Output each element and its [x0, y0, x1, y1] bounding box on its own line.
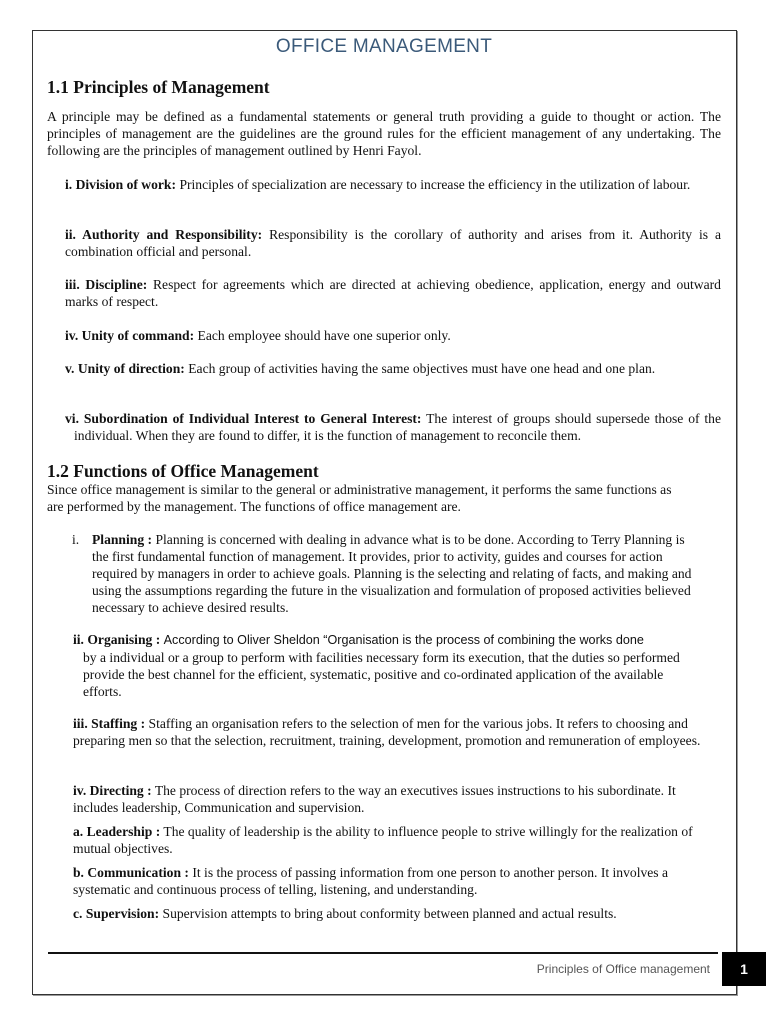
- footer-label: Principles of Office management: [536, 962, 710, 976]
- function-text: Staffing an organisation refers to the selection of men for the various jobs. It refers to choosing and preparing men so that the selection, recruitment, training, development, promotion and remuneration of employees.: [73, 716, 701, 748]
- principle-label: ii. Authority and Responsibility:: [65, 227, 263, 242]
- principle-item: [65, 410, 721, 444]
- function-label: b. Communication :: [73, 865, 189, 880]
- function-text: by a individual or a group to perform with facilities necessary form its execution, that the duties so performed provide the best channel for the efficient, systematic, positive and co-ordinated application of the available efforts.: [83, 650, 680, 699]
- function-text: The quality of leadership is the ability to influence people to strive willingly for the realization of mutual objectives.: [73, 824, 693, 856]
- function-text: The process of direction refers to the way an executives issues instructions to his subordinate. It includes leadership, Communication and supervision.: [73, 783, 676, 815]
- principle-text: Responsibility is the corollary of authority and arises from it. Authority is a combination official and personal.: [65, 227, 721, 259]
- function-organising: [73, 631, 723, 700]
- principle-text: Each employee should have one superior only.: [197, 328, 451, 343]
- organising-quote: According to Oliver Sheldon “Organisation is the process of combining the works done: [163, 633, 644, 647]
- section-2-heading: 1.2 Functions of Office Management: [47, 461, 319, 481]
- principle-label: v. Unity of direction:: [65, 361, 185, 376]
- principle-label: iii. Discipline:: [65, 277, 148, 292]
- function-label: Planning :: [92, 532, 153, 547]
- function-text: Supervision attempts to bring about conformity between planned and actual results.: [162, 906, 617, 921]
- function-label: a. Leadership :: [73, 824, 161, 839]
- principle-item: [65, 226, 721, 260]
- section-1-heading: 1.1 Principles of Management: [47, 77, 270, 97]
- principle-text: Respect for agreements which are directed at achieving obedience, application, energy and outward marks of respect.: [65, 277, 721, 309]
- section-1-intro: A principle may be defined as a fundamental statements or general truth providing a guide to thought or action. The principles of management are the guidelines are the ground rules for the efficient management of any undertaking. The following are the principles of management outlined by Henri Fayol.: [47, 109, 721, 158]
- function-planning: [72, 531, 702, 616]
- principle-label: iv. Unity of command:: [65, 328, 195, 343]
- function-label: ii. Organising :: [73, 632, 161, 647]
- page-number: 1: [722, 952, 766, 986]
- function-text: Planning is concerned with dealing in advance what is to be done. According to Terry Planning is the first fundamental function of management. It provides, prior to activity, guides and courses for action required by managers in order to achieve goals. Planning is the selecting and relating of facts, and making and using the assumptions regarding the future in the visualization and formulation of proposed activities believed necessary to achieve desired results.: [92, 532, 692, 615]
- function-label: iii. Staffing :: [73, 716, 146, 731]
- principle-item: [65, 327, 721, 344]
- principle-item: [65, 360, 721, 377]
- function-label: iv. Directing :: [73, 783, 152, 798]
- principle-label: vi. Subordination of Individual Interest to General Interest:: [65, 411, 422, 426]
- function-leadership: [73, 823, 703, 857]
- function-supervision: [73, 905, 713, 922]
- principle-item: [65, 176, 721, 193]
- function-communication: [73, 864, 698, 898]
- principle-text: Principles of specialization are necessary to increase the efficiency in the utilization of labour.: [179, 177, 691, 192]
- function-directing: [73, 782, 683, 816]
- function-text: It is the process of passing information from one person to another person. It involves a systematic and continuous process of telling, listening, and understanding.: [73, 865, 669, 897]
- function-label: c. Supervision:: [73, 906, 160, 921]
- principle-item: [65, 276, 721, 310]
- principle-text: The interest of groups should supersede those of the individual. When they are found to differ, it is the function of management to reconcile them.: [74, 411, 721, 443]
- list-number: i.: [72, 532, 80, 547]
- section-2-intro: Since office management is similar to the general or administrative management, it performs the same functions as are performed by the management. The functions of office management are.: [47, 482, 672, 514]
- page-title: OFFICE MANAGEMENT: [275, 36, 493, 57]
- principle-text: Each group of activities having the same objectives must have one head and one plan.: [188, 361, 656, 376]
- principle-label: i. Division of work:: [65, 177, 177, 192]
- function-staffing: [73, 715, 701, 749]
- footer-rule: [48, 952, 718, 954]
